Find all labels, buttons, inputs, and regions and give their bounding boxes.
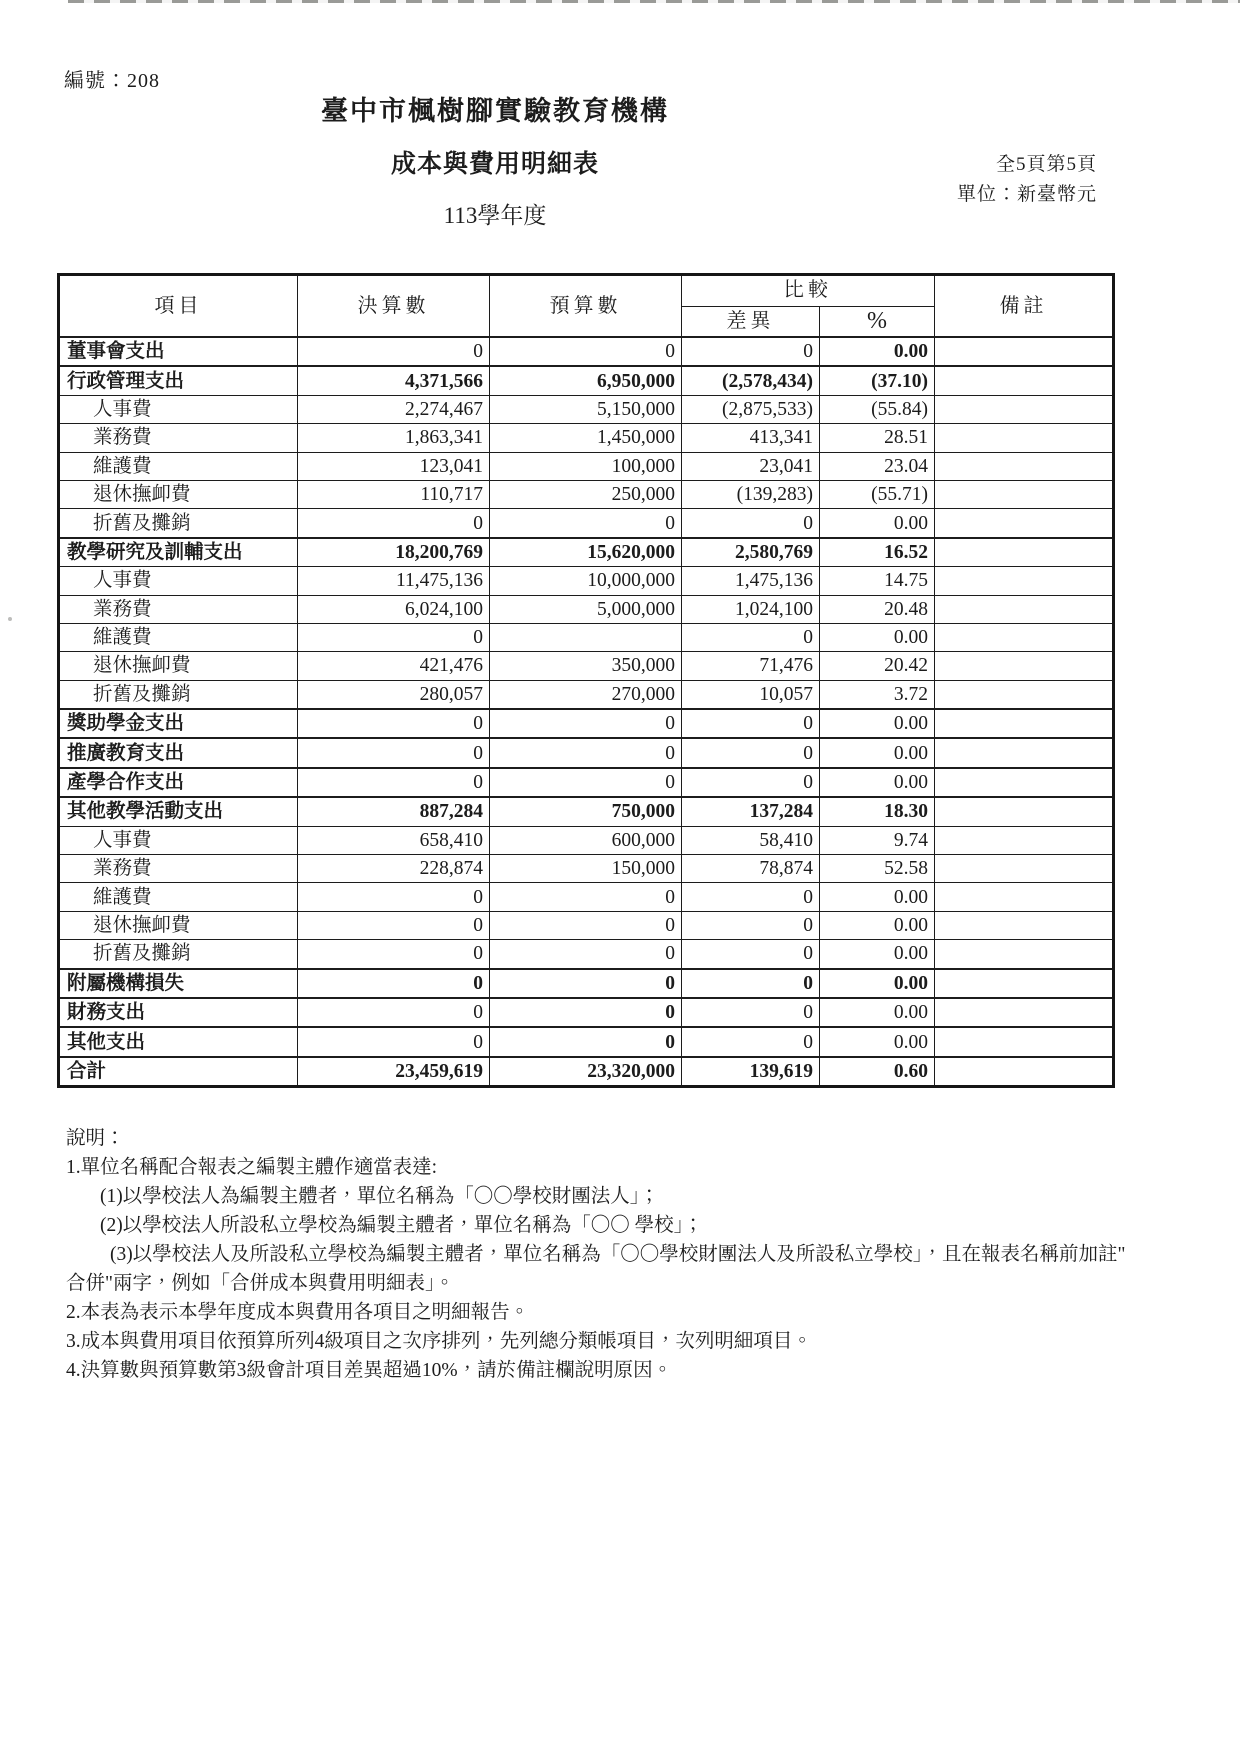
table-row [59,883,1114,911]
difference-amount: (139,283) [682,480,820,508]
budget-amount: 0 [490,509,682,538]
difference-amount: 0 [682,911,820,939]
note-line: (3)以學校法人及所設私立學校為編製主體者，單位名稱為「〇〇學校財團法人及所設私立學校」，且在報表名稱前加註" [110,1244,1126,1265]
budget-amount: 5,150,000 [490,395,682,423]
difference-amount: 413,341 [682,424,820,452]
final-amount: 2,274,467 [298,395,490,423]
table-row [59,480,1114,508]
difference-amount: 0 [682,998,820,1027]
row-label: 退休撫卹費 [59,652,298,680]
row-label: 維護費 [59,623,298,651]
final-amount: 0 [298,998,490,1027]
budget-amount: 0 [490,337,682,366]
difference-amount: 1,024,100 [682,595,820,623]
cost-expense-table [57,273,1115,1088]
budget-amount: 15,620,000 [490,538,682,567]
budget-amount: 0 [490,709,682,738]
table-row [59,1057,1114,1087]
difference-amount: 0 [682,969,820,998]
difference-amount: 2,580,769 [682,538,820,567]
difference-amount: 0 [682,1027,820,1056]
difference-amount: (2,578,434) [682,366,820,395]
final-amount: 658,410 [298,826,490,854]
budget-amount: 150,000 [490,855,682,883]
final-amount: 421,476 [298,652,490,680]
table-row [59,538,1114,567]
row-label: 維護費 [59,452,298,480]
budget-amount: 100,000 [490,452,682,480]
col-header-percent: % [820,306,935,337]
remark-cell [935,1027,1114,1056]
table-row [59,998,1114,1027]
note-line: 3.成本與費用項目依預算所列4級項目之次序排列，先列總分類帳項目，次列明細項目。 [66,1331,812,1352]
difference-amount: 0 [682,709,820,738]
table-row [59,652,1114,680]
remark-cell [935,969,1114,998]
table-row [59,595,1114,623]
row-label: 董事會支出 [59,337,298,366]
budget-amount: 0 [490,883,682,911]
remark-cell [935,424,1114,452]
percent-value: 52.58 [820,855,935,883]
note-line: 2.本表為表示本學年度成本與費用各項目之明細報告。 [66,1302,530,1323]
row-label: 合計 [59,1057,298,1087]
final-amount: 6,024,100 [298,595,490,623]
remark-cell [935,337,1114,366]
budget-amount [490,623,682,651]
difference-amount: 1,475,136 [682,567,820,595]
final-amount: 0 [298,1027,490,1056]
row-label: 退休撫卹費 [59,480,298,508]
table-body [59,337,1114,1087]
percent-value: 0.00 [820,969,935,998]
budget-amount: 0 [490,911,682,939]
remark-cell [935,595,1114,623]
page-meta [957,150,1097,210]
remark-cell [935,738,1114,767]
table-row [59,509,1114,538]
difference-amount: (2,875,533) [682,395,820,423]
table-row [59,337,1114,366]
percent-value: 0.00 [820,1027,935,1056]
table-row [59,366,1114,395]
percent-value: 0.00 [820,940,935,969]
final-amount: 110,717 [298,480,490,508]
final-amount: 18,200,769 [298,538,490,567]
budget-amount: 0 [490,768,682,797]
row-label: 折舊及攤銷 [59,940,298,969]
note-line: (2)以學校法人所設私立學校為編製主體者，單位名稱為「〇〇 學校」； [100,1215,703,1236]
final-amount: 0 [298,883,490,911]
table-row [59,623,1114,651]
percent-value: 0.00 [820,883,935,911]
percent-value: 23.04 [820,452,935,480]
remark-cell [935,395,1114,423]
remark-cell [935,797,1114,826]
difference-amount: 0 [682,768,820,797]
title-block [0,96,990,229]
remark-cell [935,509,1114,538]
percent-value: 3.72 [820,680,935,709]
budget-amount: 350,000 [490,652,682,680]
remark-cell [935,855,1114,883]
table-row [59,855,1114,883]
table-row [59,797,1114,826]
final-amount: 23,459,619 [298,1057,490,1087]
col-header-difference: 差異 [682,306,820,337]
row-label: 其他教學活動支出 [59,797,298,826]
percent-value: 0.00 [820,623,935,651]
percent-value: 20.42 [820,652,935,680]
page-info: 全5頁第5頁 [995,154,1097,175]
note-line: 1.單位名稱配合報表之編製主體作適當表達: [66,1157,438,1178]
col-header-item: 項目 [59,275,298,338]
remark-cell [935,480,1114,508]
difference-amount: 78,874 [682,855,820,883]
table-row [59,738,1114,767]
budget-amount: 0 [490,998,682,1027]
final-amount: 887,284 [298,797,490,826]
budget-amount: 0 [490,1027,682,1056]
difference-amount: 139,619 [682,1057,820,1087]
table-header [59,275,1114,338]
table-row [59,395,1114,423]
difference-amount: 0 [682,738,820,767]
difference-amount: 0 [682,623,820,651]
percent-value: 28.51 [820,424,935,452]
final-amount: 1,863,341 [298,424,490,452]
table-row [59,567,1114,595]
final-amount: 0 [298,623,490,651]
percent-value: 0.00 [820,768,935,797]
budget-amount: 270,000 [490,680,682,709]
percent-value: 20.48 [820,595,935,623]
difference-amount: 137,284 [682,797,820,826]
budget-amount: 0 [490,738,682,767]
remark-cell [935,709,1114,738]
difference-amount: 71,476 [682,652,820,680]
final-amount: 11,475,136 [298,567,490,595]
final-amount: 280,057 [298,680,490,709]
remark-cell [935,883,1114,911]
remark-cell [935,768,1114,797]
row-label: 產學合作支出 [59,768,298,797]
table-row [59,826,1114,854]
notes-heading: 說明： [66,1128,125,1149]
doc-number: 編號：208 [64,70,160,92]
final-amount: 0 [298,768,490,797]
final-amount: 228,874 [298,855,490,883]
percent-value: 0.60 [820,1057,935,1087]
percent-value: (37.10) [820,366,935,395]
difference-amount: 10,057 [682,680,820,709]
table-row [59,709,1114,738]
final-amount: 0 [298,969,490,998]
row-label: 維護費 [59,883,298,911]
row-label: 財務支出 [59,998,298,1027]
row-label: 人事費 [59,395,298,423]
table-row [59,452,1114,480]
remark-cell [935,452,1114,480]
remark-cell [935,940,1114,969]
currency-unit-label: 單位：新臺幣元 [956,184,1097,205]
budget-amount: 0 [490,940,682,969]
row-label: 推廣教育支出 [59,738,298,767]
remark-cell [935,680,1114,709]
row-label: 退休撫卹費 [59,911,298,939]
final-amount: 0 [298,709,490,738]
table-row [59,911,1114,939]
note-line: 4.決算數與預算數第3級會計項目差異超過10%，請於備註欄說明原因。 [66,1360,673,1381]
budget-amount: 0 [490,969,682,998]
note-line: 合併"兩字，例如「合併成本與費用明細表」。 [66,1273,455,1294]
row-label: 業務費 [59,595,298,623]
percent-value: (55.84) [820,395,935,423]
difference-amount: 23,041 [682,452,820,480]
organization-title: 臺中市楓樹腳實驗教育機構 [321,96,669,126]
row-label: 業務費 [59,855,298,883]
percent-value: (55.71) [820,480,935,508]
final-amount: 0 [298,509,490,538]
final-amount: 4,371,566 [298,366,490,395]
note-line: (1)以學校法人為編製主體者，單位名稱為「〇〇學校財團法人」； [100,1186,659,1207]
budget-amount: 23,320,000 [490,1057,682,1087]
percent-value: 0.00 [820,998,935,1027]
table-row [59,680,1114,709]
remark-cell [935,538,1114,567]
notes-section [66,1124,1206,1385]
final-amount: 0 [298,940,490,969]
percent-value: 0.00 [820,509,935,538]
final-amount: 0 [298,337,490,366]
percent-value: 0.00 [820,738,935,767]
budget-amount: 250,000 [490,480,682,508]
remark-cell [935,1057,1114,1087]
col-header-comparison: 比較 [682,275,935,307]
row-label: 業務費 [59,424,298,452]
row-label: 教學研究及訓輔支出 [59,538,298,567]
table-row [59,940,1114,969]
remark-cell [935,652,1114,680]
difference-amount: 0 [682,337,820,366]
budget-amount: 750,000 [490,797,682,826]
remark-cell [935,826,1114,854]
percent-value: 0.00 [820,911,935,939]
academic-year: 113學年度 [443,203,547,228]
percent-value: 9.74 [820,826,935,854]
row-label: 行政管理支出 [59,366,298,395]
remark-cell [935,366,1114,395]
difference-amount: 0 [682,940,820,969]
final-amount: 0 [298,738,490,767]
row-label: 折舊及攤銷 [59,680,298,709]
col-header-remarks: 備註 [935,275,1114,338]
notes-lines [66,1153,1206,1385]
budget-amount: 6,950,000 [490,366,682,395]
percent-value: 16.52 [820,538,935,567]
scan-artifact-line [68,0,1240,3]
final-amount: 0 [298,911,490,939]
difference-amount: 58,410 [682,826,820,854]
report-title: 成本與費用明細表 [390,151,599,178]
row-label: 折舊及攤銷 [59,509,298,538]
remark-cell [935,567,1114,595]
row-label: 其他支出 [59,1027,298,1056]
remark-cell [935,998,1114,1027]
row-label: 人事費 [59,826,298,854]
row-label: 獎助學金支出 [59,709,298,738]
budget-amount: 1,450,000 [490,424,682,452]
difference-amount: 0 [682,883,820,911]
row-label: 附屬機構損失 [59,969,298,998]
row-label: 人事費 [59,567,298,595]
percent-value: 0.00 [820,337,935,366]
table-row [59,1027,1114,1056]
percent-value: 0.00 [820,709,935,738]
table-row [59,424,1114,452]
budget-amount: 600,000 [490,826,682,854]
percent-value: 18.30 [820,797,935,826]
table-row [59,969,1114,998]
col-header-budget: 預算數 [490,275,682,338]
percent-value: 14.75 [820,567,935,595]
difference-amount: 0 [682,509,820,538]
remark-cell [935,911,1114,939]
scan-speck [8,617,12,621]
col-header-final: 決算數 [298,275,490,338]
remark-cell [935,623,1114,651]
final-amount: 123,041 [298,452,490,480]
budget-amount: 10,000,000 [490,567,682,595]
table-row [59,768,1114,797]
budget-amount: 5,000,000 [490,595,682,623]
